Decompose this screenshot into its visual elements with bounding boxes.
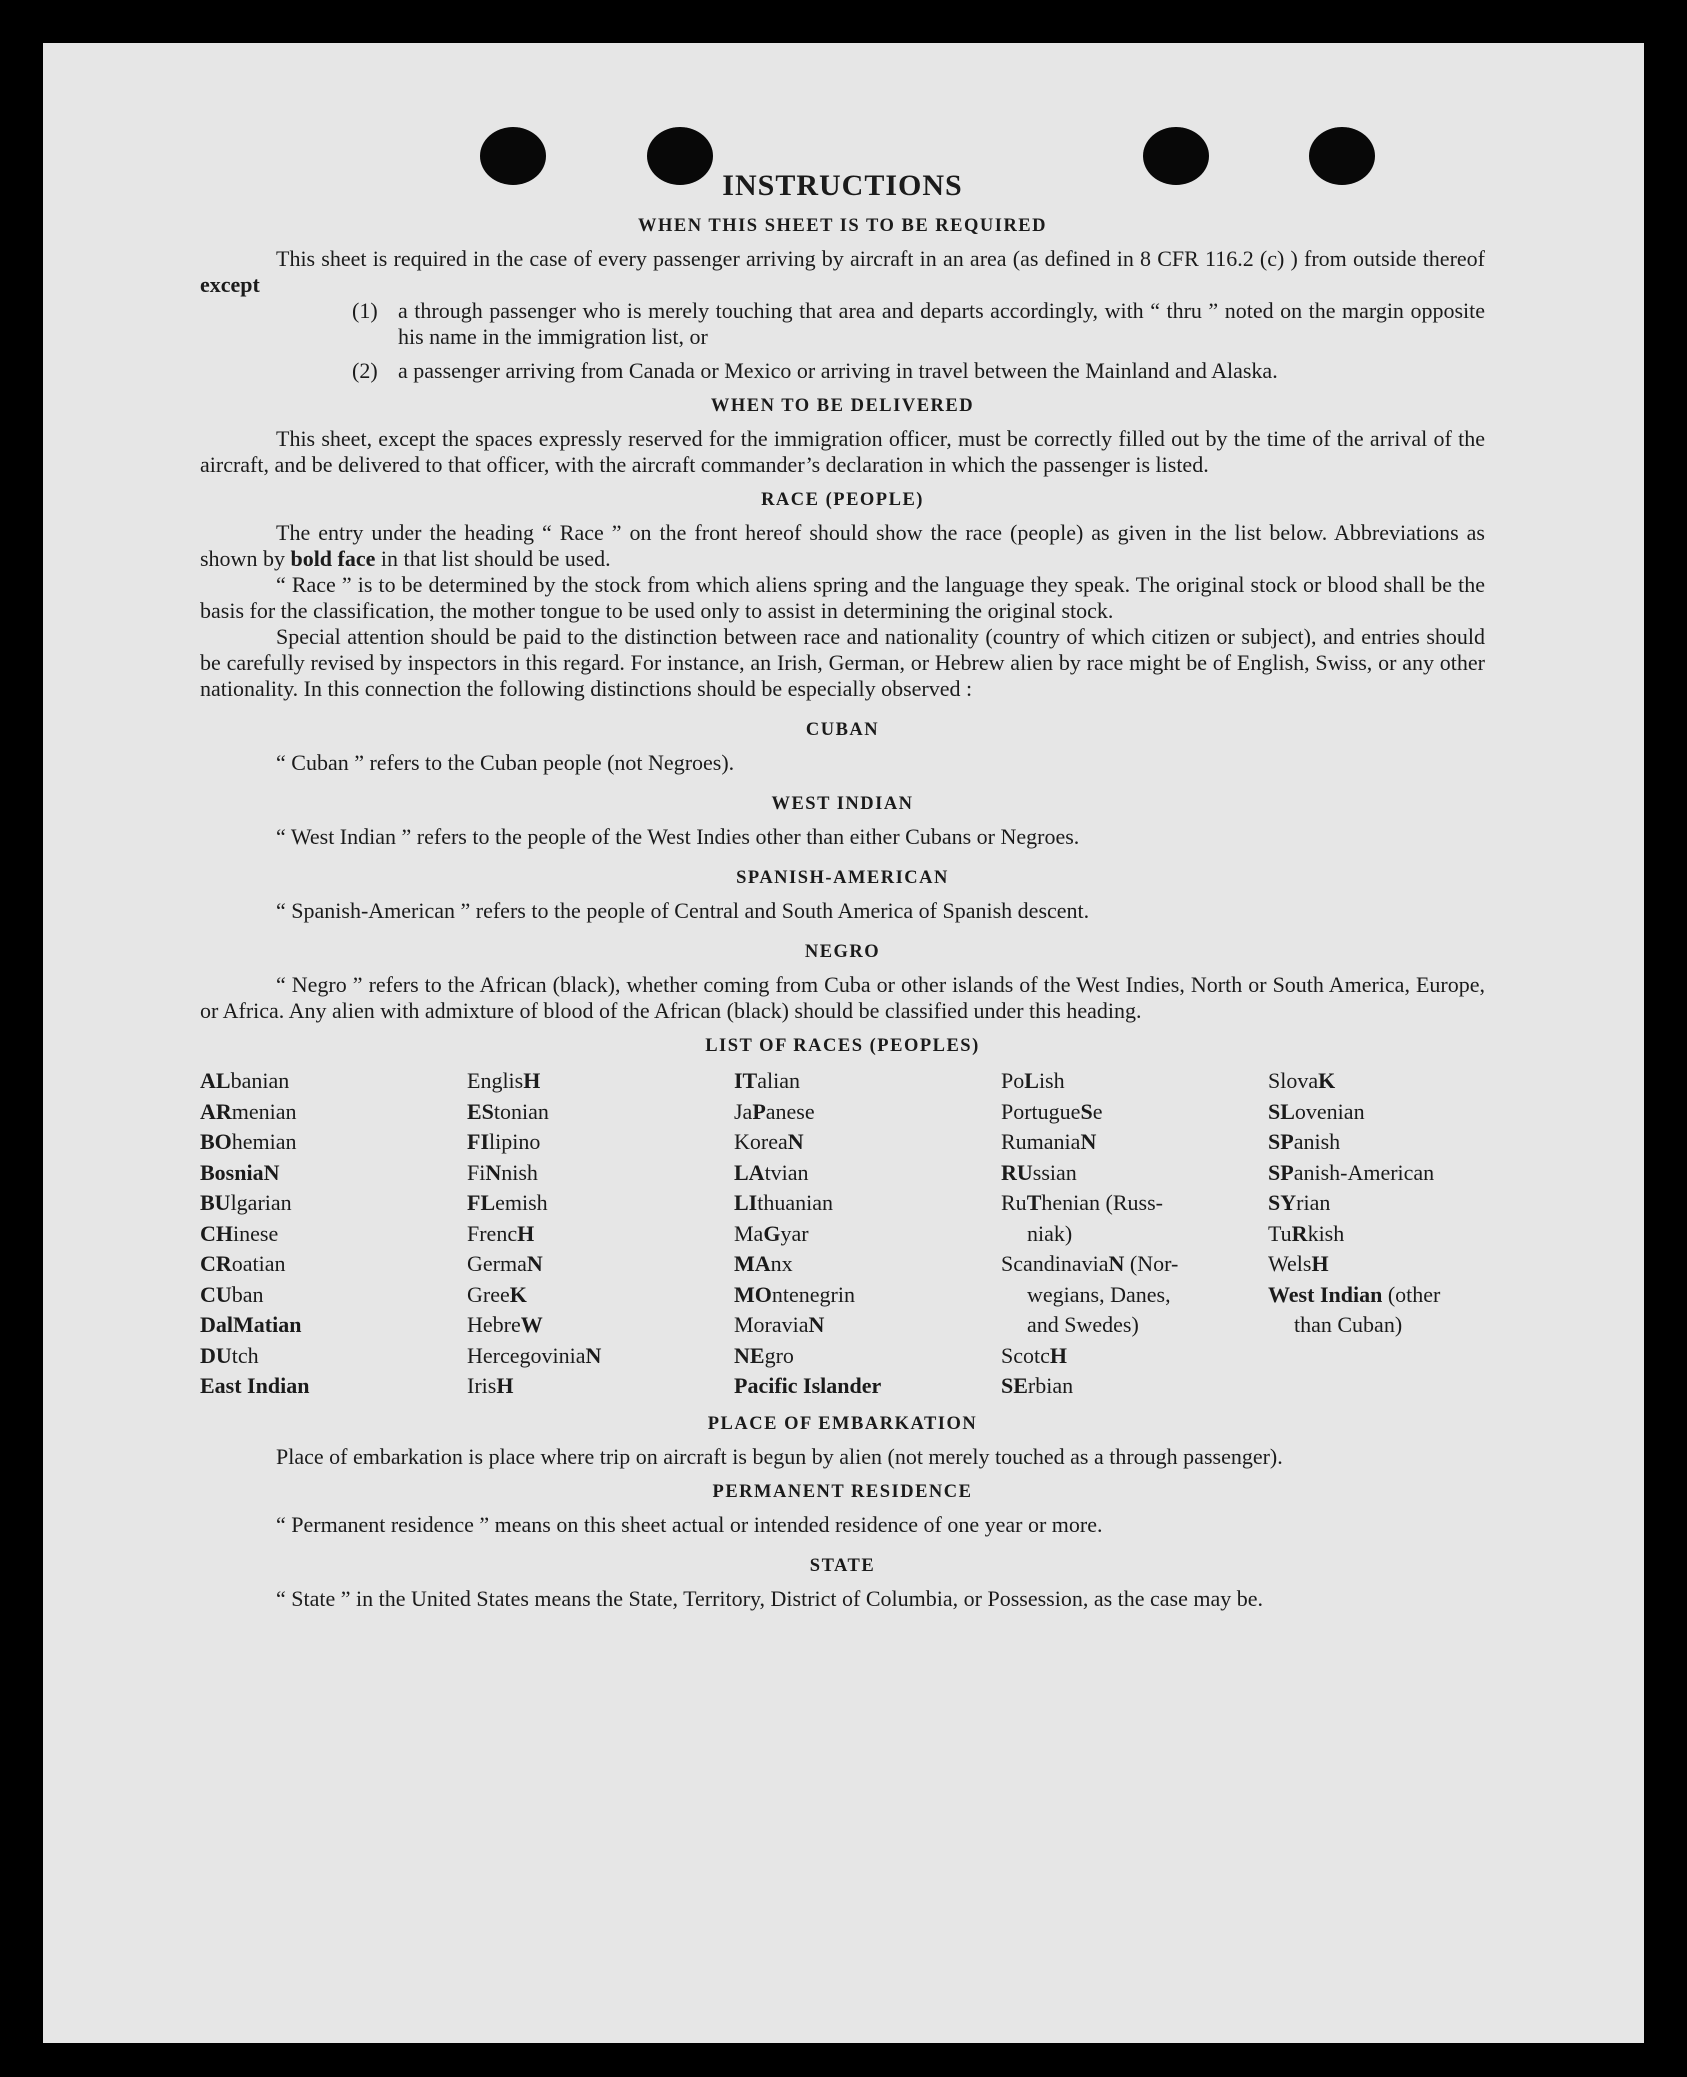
race-entry: SPanish-American <box>1268 1159 1435 1185</box>
race-entry: MaGyar <box>734 1220 809 1246</box>
race-entry: GermaN <box>467 1251 543 1276</box>
race-entry: HebreW <box>467 1312 543 1337</box>
race-entry: KoreaN <box>734 1129 804 1154</box>
when-delivered-text: This sheet, except the spaces expressly reserved for the immigration officer, must be correctly filled out by the time of the arrival of the aircraft, and be delivered to that officer, with the aircraft commander’s declaration in which the passenger is listed. <box>200 426 1485 477</box>
race-entry: FLemish <box>467 1190 548 1215</box>
race-entry: BosniaN <box>200 1159 280 1185</box>
race-entry: BUlgarian <box>200 1190 292 1215</box>
race-entry: GreeK <box>467 1281 527 1307</box>
race-entry: MoraviaN <box>734 1312 825 1337</box>
race-entry: JaPanese <box>734 1098 815 1124</box>
race-entry: RUssian <box>1001 1159 1077 1185</box>
race-paragraph-2: “ Race ” is to be determined by the stock from which aliens spring and the language they speak. The original stock or blood shall be the basis for the classification, the mother tongue to be used only to assist in determining the original stock. <box>200 572 1485 623</box>
race-entry: RuThenian (Russ- niak) <box>1001 1190 1163 1246</box>
race-entry: HercegoviniaN <box>467 1342 602 1368</box>
races-column <box>1001 1066 1268 1402</box>
instructions-content <box>200 168 1485 1612</box>
race-entry: ScandinaviaN (Nor- wegians, Danes, and Swedes) <box>1001 1251 1179 1337</box>
race-paragraph-1: The entry under the heading “ Race ” on the front hereof should show the race (people) as given in the list below. Abbreviations as shown by bold face in that list should be used. <box>200 520 1485 571</box>
race-entry: RumaniaN <box>1001 1129 1097 1154</box>
race-entry: FiNnish <box>467 1159 538 1185</box>
race-entry: DUtch <box>200 1342 259 1368</box>
race-entry: SPanish <box>1268 1129 1341 1154</box>
race-entry: CRoatian <box>200 1251 286 1276</box>
races-list <box>200 1066 1485 1402</box>
section-heading-when-delivered: WHEN TO BE DELIVERED <box>710 396 975 416</box>
race-entry: East Indian <box>200 1373 310 1398</box>
race-entry: BOhemian <box>200 1129 297 1154</box>
race-entry: ALbanian <box>200 1068 290 1093</box>
race-entry: SlovaK <box>1268 1068 1336 1093</box>
cuban-text: “ Cuban ” refers to the Cuban people (not Negroes). <box>276 750 735 775</box>
race-entry: LIthuanian <box>734 1190 834 1215</box>
race-entry: ScotcH <box>1001 1342 1068 1368</box>
races-column <box>467 1066 734 1402</box>
section-heading-negro: NEGRO <box>804 942 881 962</box>
exception-item-1: (1) a through passenger who is merely touching that area and departs accordingly, with “ thru ” noted on the margin opposite his name in the immigration list, or <box>352 298 1485 349</box>
races-column <box>734 1066 1001 1402</box>
race-entry: CHinese <box>200 1220 279 1246</box>
race-entry: TuRkish <box>1268 1220 1345 1246</box>
section-heading-embarkation: PLACE OF EMBARKATION <box>707 1413 978 1434</box>
race-entry: EnglisH <box>467 1068 541 1093</box>
state-text: “ State ” in the United States means the State, Territory, District of Columbia, or Possession, as the case may be. <box>276 1585 1264 1611</box>
race-entry: SYrian <box>1268 1190 1331 1215</box>
race-entry: IrisH <box>467 1373 514 1398</box>
negro-text: “ Negro ” refers to the African (black), whether coming from Cuba or other islands of the West Indies, North or South America, Europe, or Africa. Any alien with admixture of blood of the African (black) should be classified under this heading. <box>200 972 1485 1023</box>
race-entry: ARmenian <box>200 1098 297 1124</box>
section-heading-state: STATE <box>809 1555 876 1576</box>
race-entry: West Indian (other than Cuban) <box>1268 1281 1441 1337</box>
race-entry: CUban <box>200 1281 264 1307</box>
race-entry: PoLish <box>1001 1068 1065 1093</box>
races-column <box>1268 1066 1488 1402</box>
race-entry: EStonian <box>467 1098 549 1124</box>
embarkation-text: Place of embarkation is place where trip on aircraft is begun by alien (not merely touched as a through passenger). <box>276 1443 1283 1469</box>
section-heading-permanent-residence: PERMANENT RESIDENCE <box>712 1481 973 1502</box>
section-heading-list-of-races: LIST OF RACES (PEOPLES) <box>705 1036 980 1056</box>
race-entry: Pacific Islander <box>734 1373 882 1398</box>
spanish-american-text: “ Spanish-American ” refers to the people of Central and South America of Spanish descent. <box>276 898 1090 923</box>
race-entry: LAtvian <box>734 1159 809 1185</box>
race-entry: SLovenian <box>1268 1098 1365 1124</box>
race-paragraph-3: Special attention should be paid to the distinction between race and nationality (country of which citizen or subject), and entries should be carefully revised by inspectors in this regard. For instance, an Irish, German, or Hebrew alien by race might be of English, Swiss, or any other nationality. In this connection the following distinctions should be especially observed : <box>200 624 1485 701</box>
page-title: INSTRUCTIONS <box>722 169 963 202</box>
race-entry: WelsH <box>1268 1251 1329 1276</box>
race-entry: SErbian <box>1001 1373 1074 1398</box>
section-heading-cuban: CUBAN <box>805 720 880 740</box>
section-heading-race: RACE (PEOPLE) <box>761 490 924 510</box>
race-entry: MAnx <box>734 1251 793 1276</box>
race-entry: MOntenegrin <box>734 1281 855 1307</box>
races-column <box>200 1066 467 1402</box>
permanent-residence-text: “ Permanent residence ” means on this sheet actual or intended residence of one year or more. <box>276 1511 1103 1537</box>
exception-item-2: (2) a passenger arriving from Canada or Mexico or arriving in travel between the Mainland and Alaska. <box>352 358 1278 383</box>
race-entry: FrencH <box>467 1220 535 1246</box>
race-entry: DalMatian <box>200 1312 302 1337</box>
section-heading-west-indian: WEST INDIAN <box>771 794 914 814</box>
race-entry: FIlipino <box>467 1129 541 1154</box>
race-entry: PortugueSe <box>1001 1098 1103 1124</box>
west-indian-text: “ West Indian ” refers to the people of the West Indies other than either Cubans or Negroes. <box>276 824 1080 849</box>
when-required-intro: This sheet is required in the case of every passenger arriving by aircraft in an area (as defined in 8 CFR 116.2 (c) ) from outside thereof except <box>200 246 1485 297</box>
section-heading-when-required: WHEN THIS SHEET IS TO BE REQUIRED <box>637 216 1048 236</box>
race-entry: NEgro <box>734 1342 794 1368</box>
race-entry: ITalian <box>734 1068 801 1093</box>
section-heading-spanish-american: SPANISH-AMERICAN <box>736 868 949 888</box>
